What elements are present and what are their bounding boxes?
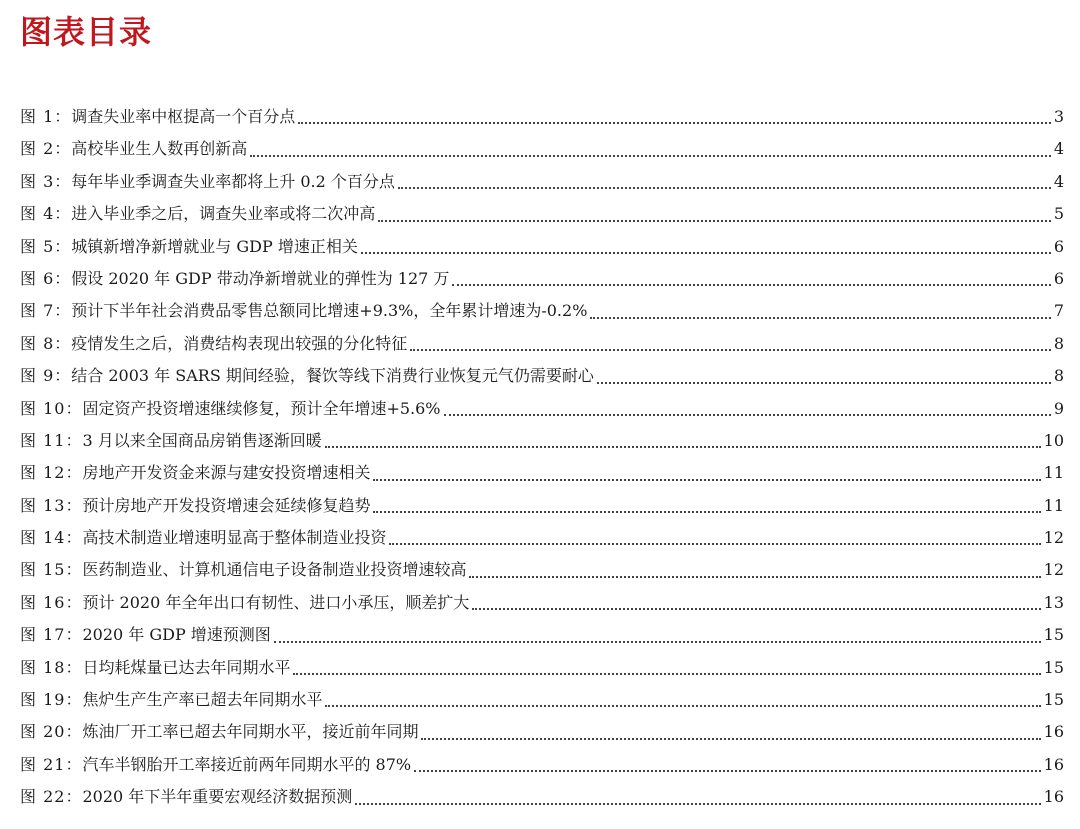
toc-entry-7[interactable] — [20, 295, 1064, 327]
toc-entry-label — [20, 101, 295, 133]
toc-entry-11[interactable] — [20, 425, 1064, 457]
figure-number: 图 7： — [20, 301, 72, 321]
toc-entry-label — [20, 393, 441, 425]
figure-title: 炼油厂开工率已超去年同期水平，接近前年同期 — [82, 722, 419, 742]
toc-entry-label — [20, 781, 352, 813]
figure-title: 预计房地产开发投资增速会延续修复趋势 — [82, 495, 371, 515]
figure-title: 2020 年 GDP 增速预测图 — [82, 625, 271, 645]
page-number: 11 — [1043, 495, 1064, 515]
toc-entry-label — [20, 263, 449, 295]
figure-title: 每年毕业季调查失业率都将上升 0.2 个百分点 — [71, 171, 395, 191]
page-number: 9 — [1053, 398, 1064, 418]
toc-entry-label — [20, 554, 466, 586]
figure-title: 调查失业率中枢提高一个百分点 — [71, 107, 296, 126]
dot-leader — [298, 121, 1051, 124]
figure-title: 医药制造业、计算机通信电子设备制造业投资增速较高 — [82, 560, 467, 580]
figure-number: 图 12： — [20, 463, 83, 483]
toc-entry-label — [20, 490, 370, 522]
figure-number: 图 1： — [20, 107, 72, 126]
toc-entry-3[interactable] — [20, 166, 1064, 198]
toc-entry-1[interactable] — [20, 101, 1064, 133]
figure-title: 预计 2020 年全年出口有韧性、进口小承压，顺差扩大 — [82, 592, 470, 612]
page-number: 11 — [1043, 463, 1064, 483]
figure-title: 3 月以来全国商品房销售逐渐回暖 — [82, 430, 322, 450]
dot-leader — [472, 607, 1040, 610]
dot-leader — [355, 802, 1040, 805]
toc-entry-10[interactable] — [20, 393, 1064, 425]
page-number: 15 — [1043, 690, 1064, 710]
page-title: 图表目录 — [20, 13, 153, 51]
toc-entry-label — [20, 360, 594, 392]
toc-entry-22[interactable] — [20, 781, 1064, 813]
dot-leader — [361, 251, 1051, 254]
figure-title: 结合 2003 年 SARS 期间经验，餐饮等线下消费行业恢复元气仍需要耐心 — [71, 366, 594, 386]
figure-title: 日均耗煤量已达去年同期水平 — [82, 657, 291, 677]
dot-leader — [373, 510, 1040, 513]
figure-number: 图 17： — [20, 625, 83, 645]
dot-leader — [590, 316, 1050, 319]
figure-number: 图 3： — [20, 171, 72, 191]
figure-number: 图 21： — [20, 754, 83, 774]
figure-number: 图 18： — [20, 657, 83, 677]
dot-leader — [325, 445, 1041, 448]
page-number: 3 — [1053, 107, 1064, 126]
toc-entry-17[interactable] — [20, 619, 1064, 651]
figure-number: 图 8： — [20, 333, 72, 353]
figure-title: 焦炉生产生产率已超去年同期水平 — [82, 690, 323, 710]
figure-number: 图 10： — [20, 398, 83, 418]
figure-number: 图 19： — [20, 690, 83, 710]
page-number: 12 — [1043, 560, 1064, 580]
toc-entry-19[interactable] — [20, 684, 1064, 716]
dot-leader — [398, 186, 1051, 189]
page-number: 12 — [1043, 528, 1064, 548]
toc-entry-label — [20, 231, 358, 263]
page-number: 6 — [1053, 236, 1064, 256]
figure-title: 固定资产投资增速继续修复，预计全年增速+5.6% — [82, 398, 441, 418]
page-number: 8 — [1053, 333, 1064, 353]
dot-leader — [389, 542, 1040, 545]
toc-entry-label — [20, 425, 322, 457]
dot-leader — [378, 219, 1051, 222]
dot-leader — [597, 381, 1051, 384]
toc-entry-9[interactable] — [20, 360, 1064, 392]
toc-entry-label — [20, 166, 395, 198]
figure-number: 图 2： — [20, 139, 72, 159]
figure-number: 图 6： — [20, 268, 72, 288]
figure-number: 图 22： — [20, 787, 83, 807]
figure-title: 预计下半年社会消费品零售总额同比增速+9.3%，全年累计增速为-0.2% — [71, 301, 588, 321]
page-number: 10 — [1043, 430, 1064, 450]
dot-leader — [250, 154, 1051, 157]
page-number: 5 — [1053, 204, 1064, 224]
toc-entry-18[interactable] — [20, 652, 1064, 684]
toc-entry-6[interactable] — [20, 263, 1064, 295]
toc-entry-16[interactable] — [20, 587, 1064, 619]
page-number: 15 — [1043, 625, 1064, 645]
toc-entry-15[interactable] — [20, 554, 1064, 586]
toc-entry-label — [20, 198, 375, 230]
toc-entry-13[interactable] — [20, 490, 1064, 522]
toc-entry-label — [20, 684, 322, 716]
figure-number: 图 20： — [20, 722, 83, 742]
toc-entry-21[interactable] — [20, 749, 1064, 781]
toc-entry-label — [20, 328, 407, 360]
figure-number: 图 9： — [20, 366, 72, 386]
figure-title: 2020 年下半年重要宏观经济数据预测 — [82, 787, 353, 807]
dot-leader — [373, 478, 1040, 481]
toc-entry-label — [20, 133, 247, 165]
figure-number: 图 4： — [20, 204, 72, 224]
toc-entry-label — [20, 522, 386, 554]
page-number: 8 — [1053, 366, 1064, 386]
page-number: 16 — [1043, 754, 1064, 774]
page-number: 15 — [1043, 657, 1064, 677]
toc-entry-label — [20, 749, 411, 781]
figure-title: 高校毕业生人数再创新高 — [71, 139, 248, 159]
figure-title: 假设 2020 年 GDP 带动净新增就业的弹性为 127 万 — [71, 268, 450, 288]
page-number: 16 — [1043, 722, 1064, 742]
page-number: 16 — [1043, 787, 1064, 807]
toc-entry-20[interactable] — [20, 716, 1064, 748]
toc-entry-14[interactable] — [20, 522, 1064, 554]
dot-leader — [444, 413, 1051, 416]
figure-title: 进入毕业季之后，调查失业率或将二次冲高 — [71, 204, 376, 224]
toc-entry-5[interactable] — [20, 231, 1064, 263]
figure-title: 汽车半钢胎开工率接近前两年同期水平的 87% — [82, 754, 412, 774]
dot-leader — [293, 672, 1040, 675]
toc-entry-label — [20, 295, 587, 327]
figure-number: 图 16： — [20, 592, 83, 612]
figure-number: 图 15： — [20, 560, 83, 580]
toc-entry-2[interactable] — [20, 133, 1064, 165]
page-number: 13 — [1043, 592, 1064, 612]
figure-number: 图 5： — [20, 236, 72, 256]
toc-entry-label — [20, 587, 469, 619]
figure-title: 城镇新增净新增就业与 GDP 增速正相关 — [71, 236, 358, 256]
toc-entry-label — [20, 652, 290, 684]
page-number: 4 — [1053, 171, 1064, 191]
dot-leader — [414, 769, 1041, 772]
figure-list — [20, 101, 1064, 814]
figure-number: 图 14： — [20, 528, 83, 548]
toc-entry-label — [20, 457, 370, 489]
figure-number: 图 13： — [20, 495, 83, 515]
dot-leader — [325, 704, 1040, 707]
toc-entry-label — [20, 619, 271, 651]
dot-leader — [410, 348, 1051, 351]
dot-leader — [421, 737, 1040, 740]
dot-leader — [274, 640, 1041, 643]
toc-entry-12[interactable] — [20, 457, 1064, 489]
figure-title: 疫情发生之后，消费结构表现出较强的分化特征 — [71, 333, 408, 353]
dot-leader — [469, 575, 1040, 578]
figure-number: 图 11： — [20, 430, 83, 450]
toc-entry-8[interactable] — [20, 328, 1064, 360]
page-number: 4 — [1053, 139, 1064, 159]
figure-title: 房地产开发资金来源与建安投资增速相关 — [82, 463, 371, 483]
dot-leader — [452, 283, 1050, 286]
figure-title: 高技术制造业增速明显高于整体制造业投资 — [82, 528, 387, 548]
page-number: 6 — [1053, 268, 1064, 288]
toc-entry-4[interactable] — [20, 198, 1064, 230]
toc-entry-label — [20, 716, 418, 748]
page-number: 7 — [1053, 301, 1064, 321]
